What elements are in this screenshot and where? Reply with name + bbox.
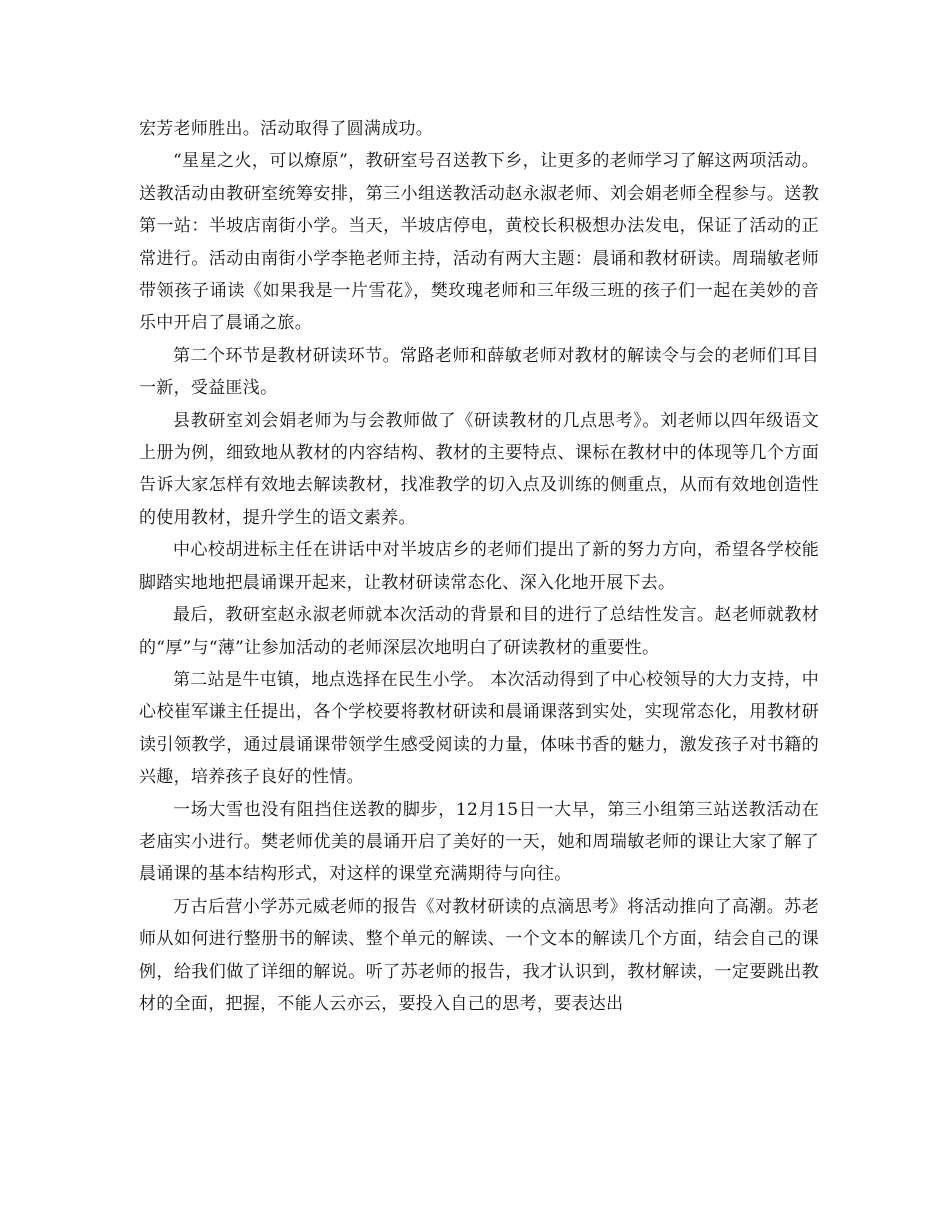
paragraph-1: 宏芳老师胜出。活动取得了圆满成功。: [139, 119, 434, 139]
paragraph-7: 第二站是牛屯镇，地点选择在民生小学。 本次活动得到了中心校领导的大力支持，中心校崔军谦主任提出，各个学校要将教材研读和晨诵课落到实处，实现常态化，用教材研读引领教学，通过晨诵课带领学生感受阅读的力量，体味书香的魅力，激发孩子对书籍的兴趣，培养孩子良好的性情。: [139, 669, 819, 788]
paragraph-3: 第二个环节是教材研读环节。常路老师和薛敏老师对教材的解读令与会的老师们耳目一新，受益匪浅。: [139, 345, 819, 399]
paragraph-4: 县教研室刘会娟老师为与会教师做了《研读教材的几点思考》。刘老师以四年级语文上册为例，细致地从教材的内容结构、教材的主要特点、课标在教材中的体现等几个方面告诉大家怎样有效地去解读教材，找准教学的切入点及训练的侧重点，从而有效地创造性的使用教材，提升学生的语文素养。: [139, 410, 819, 528]
paragraph-8: 一场大雪也没有阻挡住送教的脚步，12月15日一大早，第三小组第三站送教活动在老庙实小进行。樊老师优美的晨诵开启了美好的一天，她和周瑞敏老师的课让大家了解了晨诵课的基本结构形式，对这样的课堂充满期待与向往。: [139, 799, 819, 885]
paragraph-6: 最后，教研室赵永淑老师就本次活动的背景和目的进行了总结性发言。赵老师就教材的“厚”与“薄”让参加活动的老师深层次地明白了研读教材的重要性。: [139, 605, 819, 658]
paragraph-2: “星星之火，可以燎原”，教研室号召送教下乡，让更多的老师学习了解这两项活动。送教活动由教研室统筹安排，第三小组送教活动赵永淑老师、刘会娟老师全程参与。送教第一站：半坡店南街小学。当天，半坡店停电，黄校长积极想办法发电，保证了活动的正常进行。活动由南街小学李艳老师主持，活动有两大主题：晨诵和教材研读。周瑞敏老师带领孩子诵读《如果我是一片雪花》，樊玫瑰老师和三年级三班的孩子们一起在美妙的音乐中开启了晨诵之旅。: [139, 151, 819, 334]
paragraph-9: 万古后营小学苏元威老师的报告《对教材研读的点滴思考》将活动推向了高潮。苏老师从如何进行整册书的解读、整个单元的解读、一个文本的解读几个方面，结会自己的课例，给我们做了详细的解说。听了苏老师的报告，我才认识到，教材解读，一定要跳出教材的全面，把握，不能人云亦云，要投入自己的思考，要表达出: [139, 896, 819, 1014]
document-body: [139, 113, 819, 1020]
paragraph-5: 中心校胡进标主任在讲话中对半坡店乡的老师们提出了新的努力方向，希望各学校能脚踏实地地把晨诵课开起来，让教材研读常态化、深入化地开展下去。: [139, 540, 819, 593]
